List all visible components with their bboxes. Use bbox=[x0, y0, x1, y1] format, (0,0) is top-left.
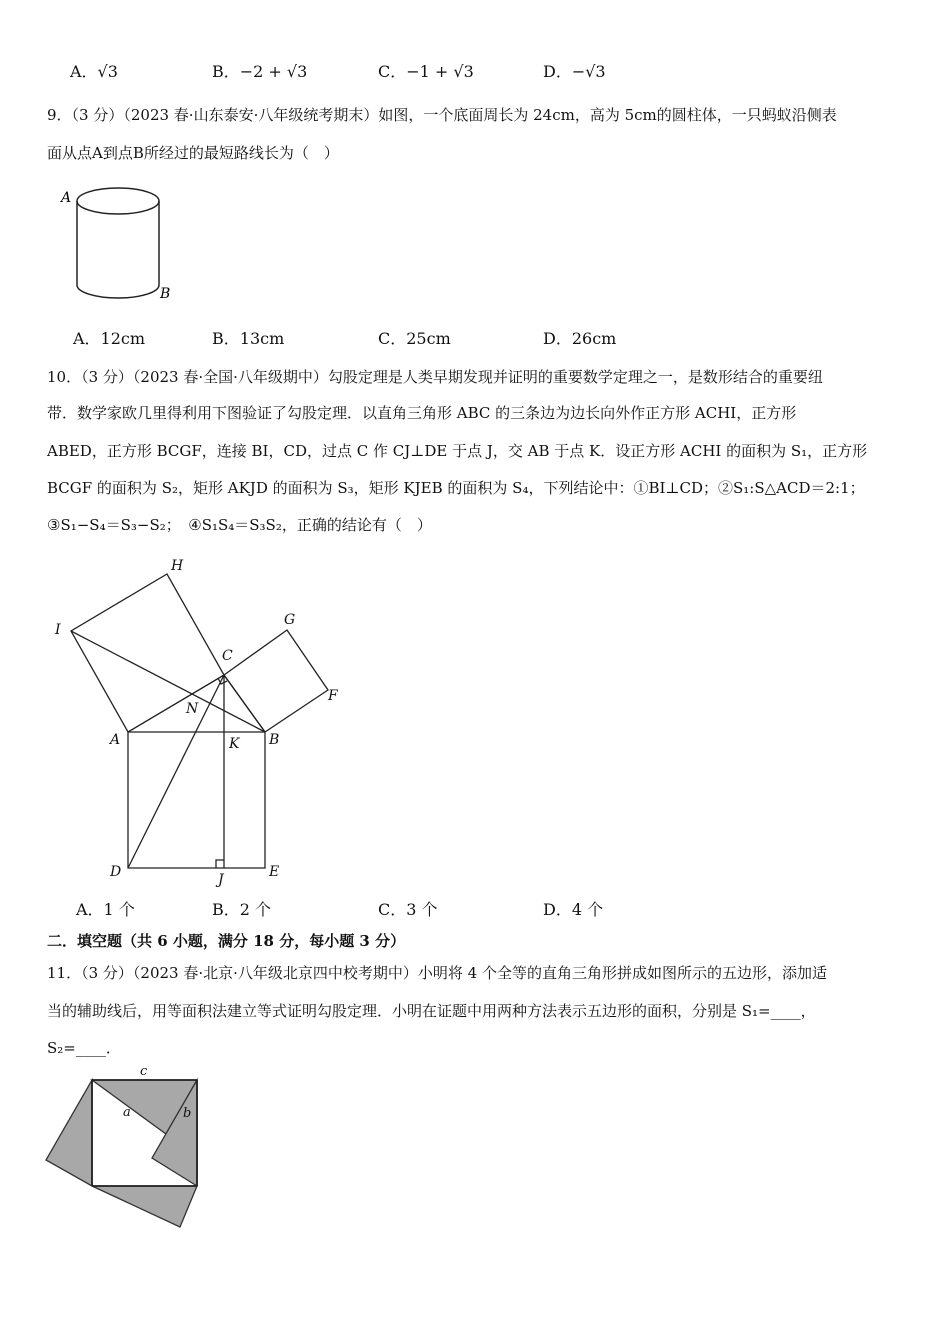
q10-option-a: A．1 个 bbox=[76, 900, 135, 919]
label-a: A bbox=[110, 732, 121, 748]
q10-option-b: B．2 个 bbox=[212, 900, 272, 919]
label-k: K bbox=[229, 736, 240, 752]
label-n: N bbox=[186, 701, 199, 717]
label-h: H bbox=[171, 558, 184, 574]
section-heading-fill-blank: 二．填空题（共 6 小题，满分 18 分，每小题 3 分） bbox=[47, 932, 406, 950]
label-b: B bbox=[269, 732, 280, 748]
q9-option-b: B．13cm bbox=[212, 329, 285, 348]
cylinder-figure bbox=[55, 180, 185, 305]
q8-option-c: C．−1 + √3 bbox=[378, 62, 474, 81]
q10-text-line2: 带．数学家欧几里得利用下图验证了勾股定理．以直角三角形 ABC 的三条边为边长向外作正方形 ACHI，正方形 bbox=[47, 404, 797, 422]
q10-option-d: D．4 个 bbox=[543, 900, 604, 919]
q9-text-line2: 面从点A到点B所经过的最短路线长为（ ） bbox=[47, 144, 339, 162]
q11-text-line1: 11．（3 分）（2023 春·北京·八年级北京四中校考期中）小明将 4 个全等的直角三角形拼成如图所示的五边形，添加适 bbox=[47, 964, 827, 982]
q8-option-d: D．−√3 bbox=[543, 62, 606, 81]
label-f: F bbox=[328, 688, 338, 704]
q10-option-c: C．3 个 bbox=[378, 900, 438, 919]
label-b-side: b bbox=[183, 1106, 192, 1121]
label-a-side: a bbox=[123, 1105, 131, 1120]
cylinder-label-b: B bbox=[160, 286, 171, 302]
label-d: D bbox=[110, 864, 122, 880]
euclid-proof-figure bbox=[40, 550, 360, 890]
q9-option-d: D．26cm bbox=[543, 329, 617, 348]
q9-text-line1: 9．（3 分）（2023 春·山东泰安·八年级统考期末）如图，一个底面周长为 24cm，高为 5cm的圆柱体，一只蚂蚁沿侧表 bbox=[47, 106, 837, 124]
q10-text-line1: 10．（3 分）（2023 春·全国·八年级期中）勾股定理是人类早期发现并证明的重要数学定理之一，是数形结合的重要纽 bbox=[47, 368, 823, 386]
q11-text-line3: S₂=____． bbox=[47, 1039, 121, 1057]
label-j: J bbox=[218, 872, 224, 888]
label-g: G bbox=[284, 612, 296, 628]
q9-option-a: A．12cm bbox=[73, 329, 146, 348]
q8-option-b: B．−2 + √3 bbox=[212, 62, 308, 81]
label-i: I bbox=[55, 622, 61, 638]
q10-text-line4: BCGF 的面积为 S₂，矩形 AKJD 的面积为 S₃，矩形 KJEB 的面积为 S₄，下列结论中：①BI⊥CD；②S₁:S△ACD＝2:1； bbox=[47, 479, 865, 497]
q8-option-a: A．√3 bbox=[70, 62, 118, 81]
q9-option-c: C．25cm bbox=[378, 329, 451, 348]
cylinder-label-a: A bbox=[61, 190, 72, 206]
label-e: E bbox=[269, 864, 280, 880]
label-c: C bbox=[222, 648, 233, 664]
pentagon-figure bbox=[40, 1065, 215, 1245]
q10-text-line5: ③S₁−S₄＝S₃−S₂； ④S₁S₄＝S₃S₂，正确的结论有（ ） bbox=[47, 516, 432, 534]
q11-text-line2: 当的辅助线后，用等面积法建立等式证明勾股定理．小明在证题中用两种方法表示五边形的面积，分别是 S₁=____， bbox=[47, 1002, 816, 1020]
q10-text-line3: ABED，正方形 BCGF，连接 BI，CD，过点 C 作 CJ⊥DE 于点 J，交 AB 于点 K．设正方形 ACHI 的面积为 S₁，正方形 bbox=[47, 442, 868, 460]
label-c-side: c bbox=[140, 1065, 148, 1079]
